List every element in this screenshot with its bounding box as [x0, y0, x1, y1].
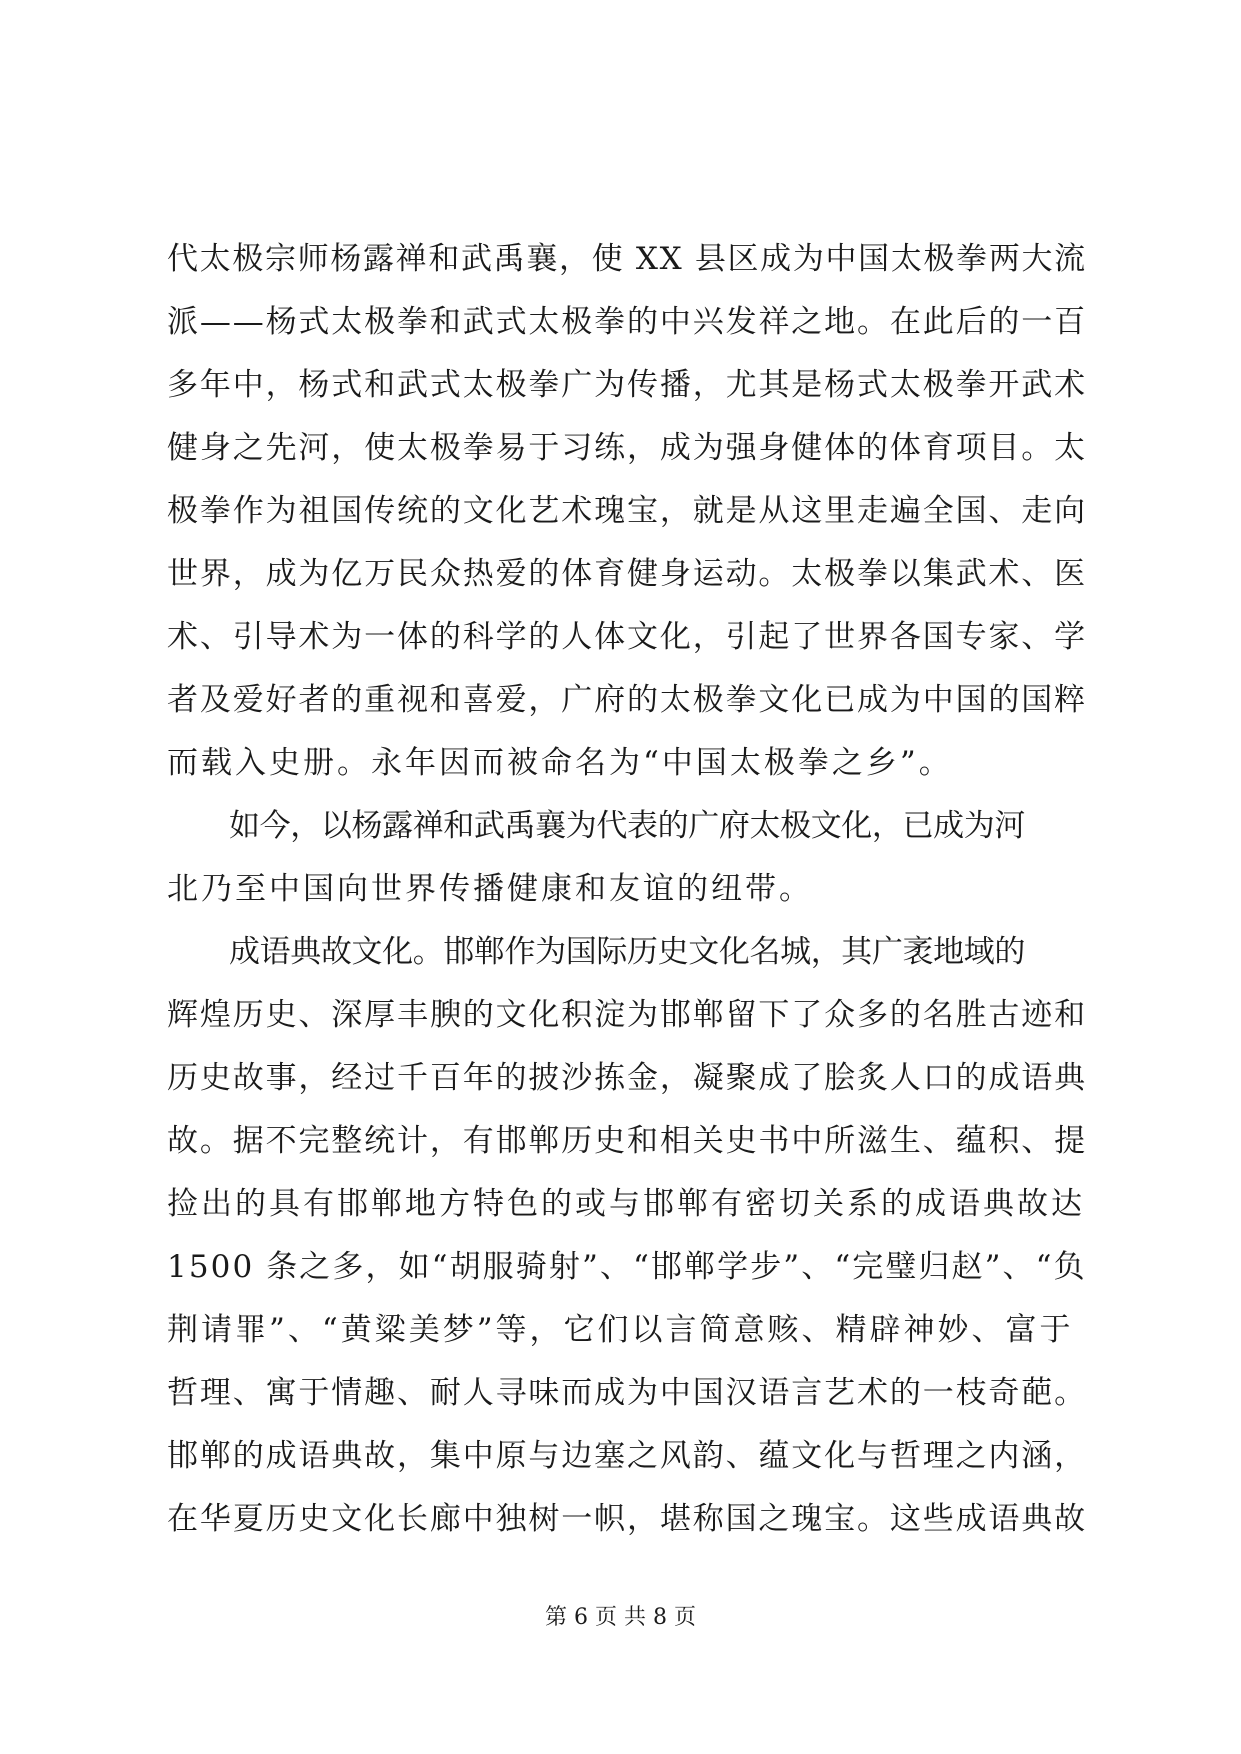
text-line: 而载入史册。永年因而被命名为“中国太极拳之乡”。	[167, 745, 953, 781]
text-line: 派——杨式太极拳和武式太极拳的中兴发祥之地。在此后的一百	[167, 304, 1087, 340]
text-line: 成语典故文化。邯郸作为国际历史文化名城，其广袤地域的	[229, 934, 1025, 970]
text-line: 健身之先河，使太极拳易于习练，成为强身健体的体育项目。太	[167, 430, 1087, 466]
text-line: 荆请罪”、“黄粱美梦”等，它们以言简意赅、精辟神妙、富于	[167, 1312, 1074, 1348]
body-text	[167, 228, 1087, 1551]
text-line: 邯郸的成语典故，集中原与边塞之风韵、蕴文化与哲理之内涵，	[167, 1438, 1087, 1474]
text-line: 在华夏历史文化长廊中独树一帜，堪称国之瑰宝。这些成语典故	[167, 1501, 1087, 1537]
text-line: 北乃至中国向世界传播健康和友谊的纽带。	[167, 871, 813, 907]
text-line: 者及爱好者的重视和喜爱，广府的太极拳文化已成为中国的国粹	[167, 682, 1087, 718]
text-line: 术、引导术为一体的科学的人体文化，引起了世界各国专家、学	[167, 619, 1087, 655]
text-line: 1500 条之多，如“胡服骑射”、“邯郸学步”、“完璧归赵”、“负	[167, 1249, 1087, 1285]
text-line: 世界，成为亿万民众热爱的体育健身运动。太极拳以集武术、医	[167, 556, 1087, 592]
text-line: 极拳作为祖国传统的文化艺术瑰宝，就是从这里走遍全国、走向	[167, 493, 1087, 529]
page-footer: 第 6 页 共 8 页	[545, 1605, 696, 1630]
text-line: 故。据不完整统计，有邯郸历史和相关史书中所滋生、蕴积、提	[167, 1123, 1087, 1159]
text-line: 如今，以杨露禅和武禹襄为代表的广府太极文化，已成为河	[229, 808, 1025, 844]
text-line: 捡出的具有邯郸地方特色的或与邯郸有密切关系的成语典故达	[167, 1186, 1085, 1222]
text-line: 历史故事，经过千百年的披沙拣金，凝聚成了脍炙人口的成语典	[167, 1060, 1087, 1096]
text-line: 哲理、寓于情趣、耐人寻味而成为中国汉语言艺术的一枝奇葩。	[167, 1375, 1087, 1411]
text-line: 代太极宗师杨露禅和武禹襄，使 XX 县区成为中国太极拳两大流	[167, 241, 1087, 277]
text-line: 多年中，杨式和武式太极拳广为传播，尤其是杨式太极拳开武术	[167, 367, 1087, 403]
text-line: 辉煌历史、深厚丰腴的文化积淀为邯郸留下了众多的名胜古迹和	[167, 997, 1087, 1033]
